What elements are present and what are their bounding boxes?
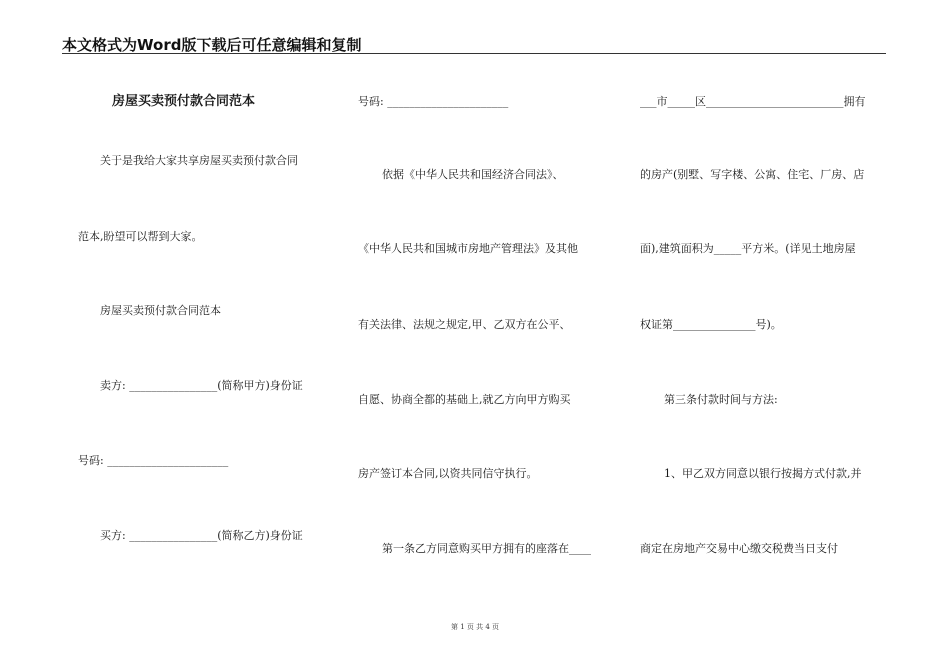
paragraph-line: 《中华人民共和国城市房地产管理法》及其他 xyxy=(358,242,578,255)
clause-heading: 第三条付款时间与方法: xyxy=(664,393,778,406)
paragraph-line: 1、甲乙双方同意以银行按揭方式付款,并 xyxy=(664,467,862,480)
paragraph-line: 范本,盼望可以帮到大家。 xyxy=(78,230,203,243)
paragraph-line: ___市_____区_________________________拥有 xyxy=(640,95,866,108)
paragraph-line: 依据《中华人民共和国经济合同法》、 xyxy=(382,168,564,181)
paragraph-line: 的房产(别墅、写字楼、公寓、住宅、厂房、店 xyxy=(640,168,865,181)
paragraph-line: 有关法律、法规之规定,甲、乙双方在公平、 xyxy=(358,318,571,331)
paragraph-line: 关于是我给大家共享房屋买卖预付款合同 xyxy=(100,154,298,167)
buyer-line: 买方: ________________(简称乙方)身份证 xyxy=(100,529,303,542)
paragraph-line: 房产签订本合同,以资共同信守执行。 xyxy=(358,467,538,480)
id-number-line: 号码: ______________________ xyxy=(78,454,229,467)
document-title: 房屋买卖预付款合同范本 xyxy=(112,94,256,109)
paragraph-line: 商定在房地产交易中心缴交税费当日支付 xyxy=(640,542,838,555)
banner-divider xyxy=(62,53,886,54)
seller-line: 卖方: ________________(简称甲方)身份证 xyxy=(100,379,303,392)
page-number: 第 1 页 共 4 页 xyxy=(450,623,500,631)
id-number-line: 号码: ______________________ xyxy=(358,95,509,108)
section-heading: 房屋买卖预付款合同范本 xyxy=(100,304,221,317)
clause-line: 第一条乙方同意购买甲方拥有的座落在____ xyxy=(382,542,591,555)
paragraph-line: 权证第_______________号)。 xyxy=(640,318,782,331)
document-banner: 本文格式为Word版下载后可任意编辑和复制 xyxy=(62,36,362,54)
paragraph-line: 自愿、协商全都的基础上,就乙方向甲方购买 xyxy=(358,393,571,406)
paragraph-line: 面),建筑面积为_____平方米。(详见土地房屋 xyxy=(640,242,856,255)
